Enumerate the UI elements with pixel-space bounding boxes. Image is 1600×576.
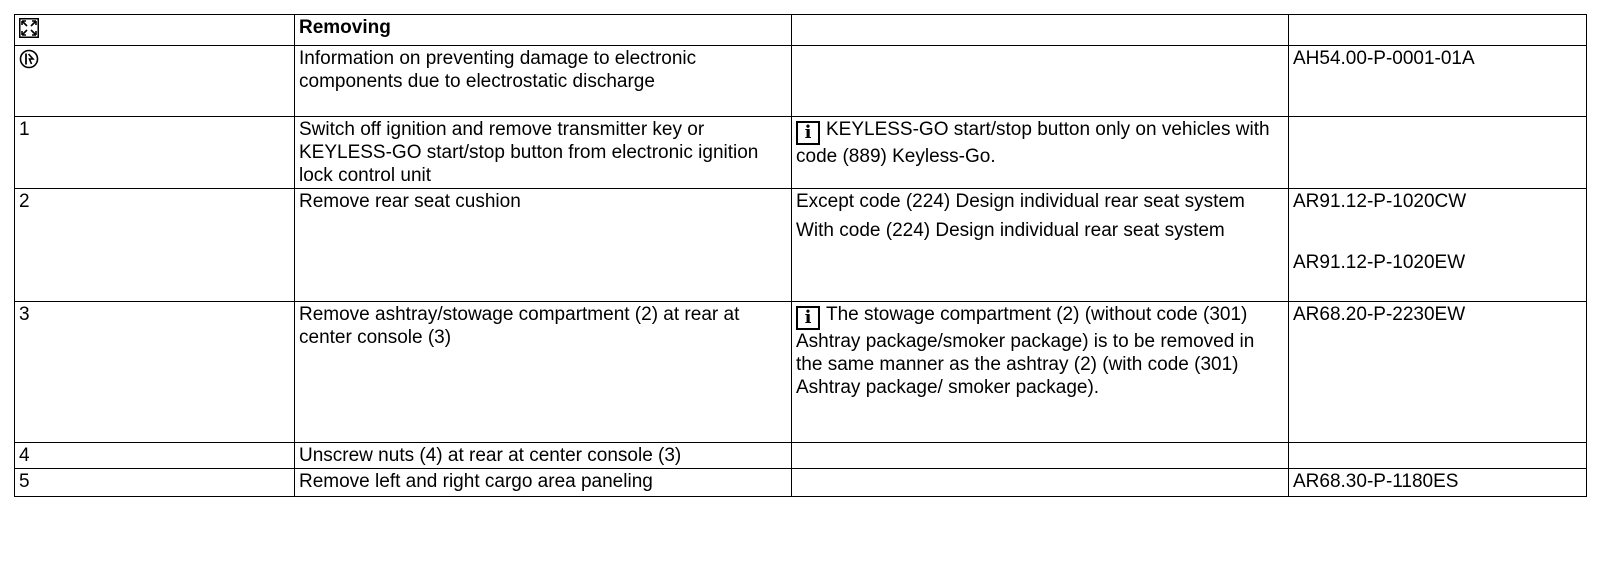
info-icon: i	[796, 306, 820, 330]
step-number: 2	[15, 189, 295, 302]
step-note: The stowage compartment (2) (without code (301) Ashtray package/smoker package) is to be removed in the same manner as the ashtray (2) (with code (301) Ashtray package/ smoker package).	[796, 304, 1255, 398]
table-row	[15, 189, 1587, 302]
section-title: Removing	[295, 15, 792, 46]
step-text: Remove left and right cargo area paneling	[295, 469, 792, 497]
step-text: Remove rear seat cushion	[295, 189, 792, 302]
step-note: KEYLESS-GO start/stop button only on vehicles with code (889) Keyless-Go.	[796, 119, 1270, 167]
step-number: 1	[15, 117, 295, 189]
table-row	[15, 117, 1587, 189]
step-note-variant-a: Except code (224) Design individual rear seat system	[796, 191, 1245, 212]
info-icon: i	[796, 121, 820, 145]
step-note-variant-b: With code (224) Design individual rear seat system	[796, 220, 1225, 241]
step-note-cell	[792, 117, 1289, 189]
step-note-cell	[792, 189, 1289, 302]
step-note	[792, 46, 1289, 117]
table-row	[15, 46, 1587, 117]
table-row	[15, 469, 1587, 497]
step-text: Switch off ignition and remove transmitter key or KEYLESS-GO start/stop button from electronic ignition lock control unit	[295, 117, 792, 189]
step-note-cell	[792, 302, 1289, 443]
step-number: 5	[15, 469, 295, 497]
expand-arrows-icon	[19, 18, 39, 38]
table-row	[15, 443, 1587, 469]
step-number: 3	[15, 302, 295, 443]
reference-link-b[interactable]: AR91.12-P-1020EW	[1293, 252, 1466, 273]
reference-link[interactable]	[1289, 443, 1587, 469]
reference-link[interactable]: AR68.30-P-1180ES	[1289, 469, 1587, 497]
header-empty-cell	[1289, 15, 1587, 46]
reference-link[interactable]	[1289, 117, 1587, 189]
table-header-row	[15, 15, 1587, 46]
reference-link-a[interactable]: AR91.12-P-1020CW	[1293, 191, 1467, 212]
step-text: Unscrew nuts (4) at rear at center console (3)	[295, 443, 792, 469]
header-empty-cell	[792, 15, 1289, 46]
reference-link[interactable]: AR68.20-P-2230EW	[1289, 302, 1587, 443]
esd-warning-icon	[19, 49, 39, 69]
step-text: Remove ashtray/stowage compartment (2) at rear at center console (3)	[295, 302, 792, 443]
step-note	[792, 443, 1289, 469]
step-note	[792, 469, 1289, 497]
header-icon-cell	[15, 15, 295, 46]
procedure-table	[14, 14, 1587, 497]
step-number: 4	[15, 443, 295, 469]
reference-cell	[1289, 189, 1587, 302]
esd-icon-cell	[15, 46, 295, 117]
table-row	[15, 302, 1587, 443]
reference-link[interactable]: AH54.00-P-0001-01A	[1289, 46, 1587, 117]
step-text: Information on preventing damage to electronic components due to electrostatic discharge	[295, 46, 792, 117]
